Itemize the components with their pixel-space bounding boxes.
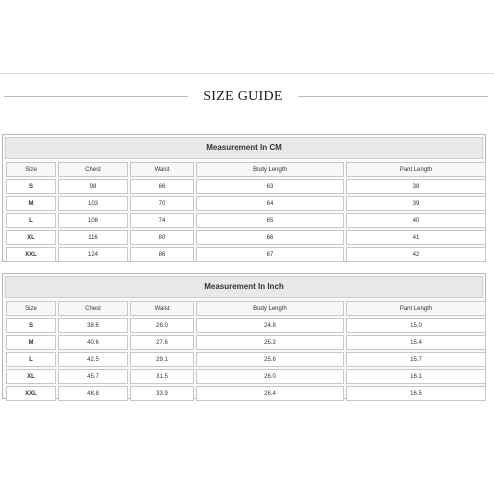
table-row xyxy=(6,179,486,194)
size-cell: L xyxy=(6,352,56,367)
chest-cell: 108 xyxy=(58,213,128,228)
chest-cell: 38.6 xyxy=(58,318,128,333)
pant-length-cell: 15.7 xyxy=(346,352,486,367)
pant-length-cell: 15.0 xyxy=(346,318,486,333)
pant-length-cell: 42 xyxy=(346,247,486,262)
pant-length-cell: 16.1 xyxy=(346,369,486,384)
table-row xyxy=(6,213,486,228)
chest-cell: 42.5 xyxy=(58,352,128,367)
page-title: SIZE GUIDE xyxy=(203,89,283,104)
body-length-cell: 25.6 xyxy=(196,352,344,367)
body-length-cell: 65 xyxy=(196,213,344,228)
waist-cell: 26.0 xyxy=(130,318,194,333)
size-cell: S xyxy=(6,179,56,194)
waist-cell: 66 xyxy=(130,179,194,194)
table-row xyxy=(6,196,486,211)
header-row xyxy=(6,162,486,177)
table-row xyxy=(6,352,486,367)
size-cell: XL xyxy=(6,230,56,245)
title-rule-right xyxy=(298,96,488,97)
chest-cell: 98 xyxy=(58,179,128,194)
waist-cell: 70 xyxy=(130,196,194,211)
waist-cell: 80 xyxy=(130,230,194,245)
waist-cell: 27.6 xyxy=(130,335,194,350)
pant-length-cell: 39 xyxy=(346,196,486,211)
table-row xyxy=(6,369,486,384)
table-row xyxy=(6,318,486,333)
size-cell: M xyxy=(6,335,56,350)
body-length-cell: 67 xyxy=(196,247,344,262)
size-cell: M xyxy=(6,196,56,211)
column-header-chest: Chest xyxy=(58,301,128,316)
title-rule-left xyxy=(4,96,188,97)
column-header-waist: Waist xyxy=(130,162,194,177)
body-length-cell: 63 xyxy=(196,179,344,194)
measurement-table xyxy=(4,299,488,403)
pant-length-cell: 16.5 xyxy=(346,386,486,401)
table-heading: Measurement In CM xyxy=(5,137,483,159)
size-cell: XXL xyxy=(6,386,56,401)
table-row xyxy=(6,386,486,401)
size-cell: XXL xyxy=(6,247,56,262)
waist-cell: 74 xyxy=(130,213,194,228)
column-header-body-length: Body Length xyxy=(196,162,344,177)
chest-cell: 40.6 xyxy=(58,335,128,350)
inch-size-table xyxy=(2,273,486,399)
size-guide-header xyxy=(0,86,494,108)
waist-cell: 29.1 xyxy=(130,352,194,367)
column-header-size: Size xyxy=(6,301,56,316)
chest-cell: 103 xyxy=(58,196,128,211)
pant-length-cell: 41 xyxy=(346,230,486,245)
size-cell: S xyxy=(6,318,56,333)
top-divider xyxy=(0,73,494,74)
column-header-pant-length: Pant Length xyxy=(346,162,486,177)
waist-cell: 86 xyxy=(130,247,194,262)
pant-length-cell: 38 xyxy=(346,179,486,194)
body-length-cell: 26.0 xyxy=(196,369,344,384)
chest-cell: 45.7 xyxy=(58,369,128,384)
chest-cell: 48.8 xyxy=(58,386,128,401)
size-cell: XL xyxy=(6,369,56,384)
body-length-cell: 25.2 xyxy=(196,335,344,350)
body-length-cell: 66 xyxy=(196,230,344,245)
table-row xyxy=(6,335,486,350)
header-row xyxy=(6,301,486,316)
waist-cell: 33.9 xyxy=(130,386,194,401)
table-row xyxy=(6,230,486,245)
size-cell: L xyxy=(6,213,56,228)
column-header-size: Size xyxy=(6,162,56,177)
chest-cell: 116 xyxy=(58,230,128,245)
column-header-chest: Chest xyxy=(58,162,128,177)
pant-length-cell: 40 xyxy=(346,213,486,228)
pant-length-cell: 15.4 xyxy=(346,335,486,350)
body-length-cell: 24.8 xyxy=(196,318,344,333)
column-header-pant-length: Pant Length xyxy=(346,301,486,316)
chest-cell: 124 xyxy=(58,247,128,262)
body-length-cell: 26.4 xyxy=(196,386,344,401)
column-header-waist: Waist xyxy=(130,301,194,316)
body-length-cell: 64 xyxy=(196,196,344,211)
column-header-body-length: Body Length xyxy=(196,301,344,316)
table-heading: Measurement In Inch xyxy=(5,276,483,298)
table-row xyxy=(6,247,486,262)
measurement-table xyxy=(4,160,488,264)
cm-size-table xyxy=(2,134,486,262)
waist-cell: 31.5 xyxy=(130,369,194,384)
